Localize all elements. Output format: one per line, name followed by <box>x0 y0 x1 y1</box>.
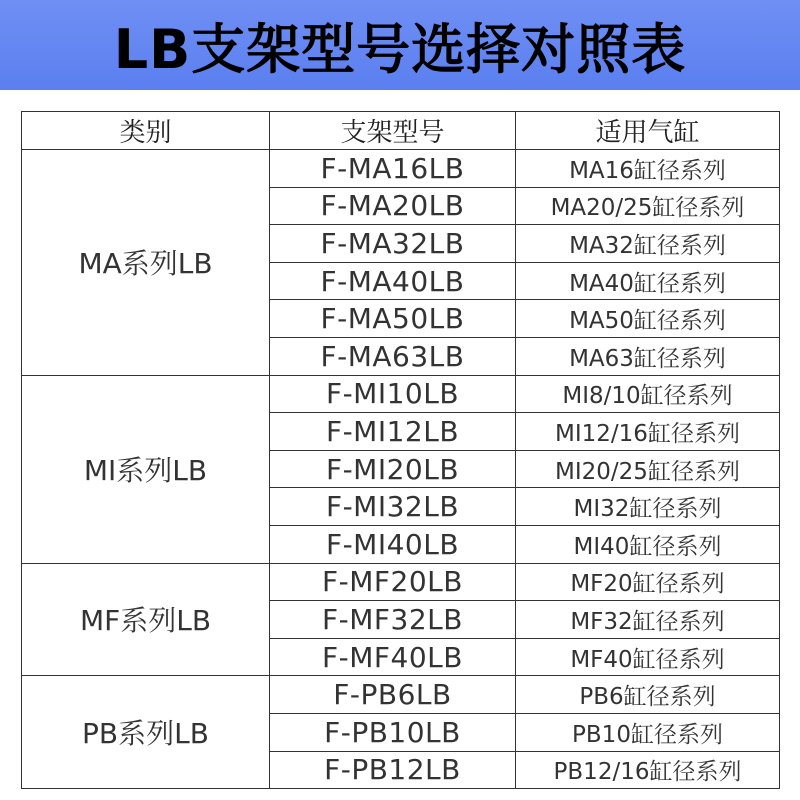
header-row <box>22 112 780 150</box>
bracket-model-cell: F-PB12LB <box>270 751 516 789</box>
applicable-cylinder-cell: MF40缸径系列 <box>516 638 780 676</box>
bracket-model-cell: F-MI20LB <box>270 450 516 488</box>
column-header-model: 支架型号 <box>270 112 516 150</box>
applicable-cylinder-cell: PB12/16缸径系列 <box>516 751 780 789</box>
applicable-cylinder-cell: MI40缸径系列 <box>516 525 780 563</box>
bracket-model-cell: F-MA40LB <box>270 262 516 300</box>
bracket-model-cell: F-MA50LB <box>270 300 516 338</box>
applicable-cylinder-cell: MI12/16缸径系列 <box>516 413 780 451</box>
table-row <box>22 150 780 188</box>
bracket-model-cell: F-MI12LB <box>270 413 516 451</box>
bracket-model-cell: F-MA63LB <box>270 337 516 375</box>
applicable-cylinder-cell: MF32缸径系列 <box>516 601 780 639</box>
category-cell: MA系列LB <box>22 150 270 376</box>
page-title: LB支架型号选择对照表 <box>113 17 687 81</box>
bracket-model-cell: F-MI10LB <box>270 375 516 413</box>
bracket-model-cell: F-MF20LB <box>270 563 516 601</box>
applicable-cylinder-cell: MA50缸径系列 <box>516 300 780 338</box>
bracket-model-cell: F-MA32LB <box>270 225 516 263</box>
table-header <box>22 112 780 150</box>
table-row <box>22 676 780 714</box>
table-body <box>22 150 780 789</box>
column-header-cylinder: 适用气缸 <box>516 112 780 150</box>
applicable-cylinder-cell: MA32缸径系列 <box>516 225 780 263</box>
applicable-cylinder-cell: MA20/25缸径系列 <box>516 187 780 225</box>
category-cell: MF系列LB <box>22 563 270 676</box>
applicable-cylinder-cell: PB6缸径系列 <box>516 676 780 714</box>
applicable-cylinder-cell: PB10缸径系列 <box>516 713 780 751</box>
bracket-model-cell: F-MI32LB <box>270 488 516 526</box>
bracket-selection-table-container <box>21 111 779 789</box>
bracket-model-cell: F-MA20LB <box>270 187 516 225</box>
applicable-cylinder-cell: MA16缸径系列 <box>516 150 780 188</box>
applicable-cylinder-cell: MI32缸径系列 <box>516 488 780 526</box>
applicable-cylinder-cell: MF20缸径系列 <box>516 563 780 601</box>
bracket-model-cell: F-MA16LB <box>270 150 516 188</box>
category-cell: MI系列LB <box>22 375 270 563</box>
table-row <box>22 375 780 413</box>
bracket-model-cell: F-MI40LB <box>270 525 516 563</box>
table-row <box>22 563 780 601</box>
bracket-model-cell: F-MF32LB <box>270 601 516 639</box>
category-cell: PB系列LB <box>22 676 270 789</box>
column-header-category: 类别 <box>22 112 270 150</box>
title-banner <box>0 0 800 90</box>
bracket-model-cell: F-PB10LB <box>270 713 516 751</box>
bracket-model-cell: F-PB6LB <box>270 676 516 714</box>
applicable-cylinder-cell: MI20/25缸径系列 <box>516 450 780 488</box>
applicable-cylinder-cell: MI8/10缸径系列 <box>516 375 780 413</box>
applicable-cylinder-cell: MA40缸径系列 <box>516 262 780 300</box>
bracket-model-cell: F-MF40LB <box>270 638 516 676</box>
applicable-cylinder-cell: MA63缸径系列 <box>516 337 780 375</box>
bracket-selection-table <box>21 111 780 789</box>
